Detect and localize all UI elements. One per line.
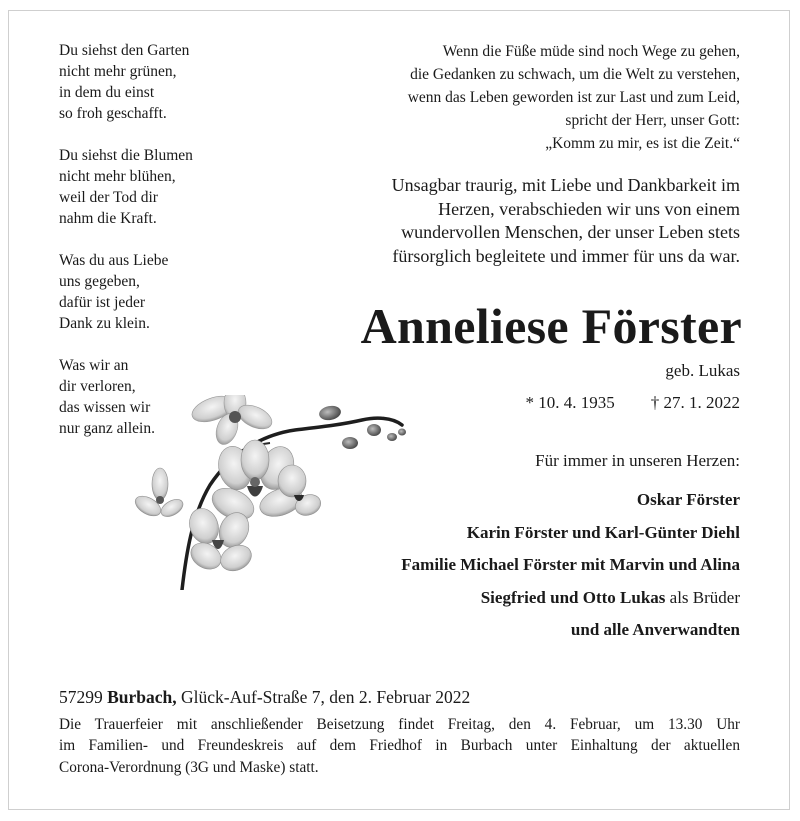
poem-line: nur ganz allein. — [59, 420, 155, 437]
poem-line: Was wir an — [59, 357, 129, 374]
quote-line: „Komm zu mir, es ist die Zeit.“ — [545, 135, 740, 152]
poem-line: so froh geschafft. — [59, 105, 167, 122]
postcode: 57299 — [59, 687, 103, 707]
mourner-name: Karin Förster und Karl-Günter Diehl — [466, 522, 740, 542]
poem-line: Was du aus Liebe — [59, 252, 169, 269]
poem-stanza — [59, 40, 259, 124]
mourner-line — [260, 614, 740, 647]
poem-line: nicht mehr grünen, — [59, 63, 177, 80]
death-date: † 27. 1. 2022 — [650, 393, 740, 412]
mourners-list — [260, 484, 740, 647]
mourner-line — [260, 484, 740, 517]
mourner-name: Siegfried und Otto Lukas — [480, 587, 666, 607]
poem-line: uns gegeben, — [59, 273, 140, 290]
poem-line: weil der Tod dir — [59, 189, 158, 206]
funeral-notice — [59, 714, 740, 778]
poem-line: Du siehst die Blumen — [59, 147, 193, 164]
street-and-date: Glück-Auf-Straße 7, den 2. Februar 2022 — [181, 687, 471, 707]
quote-line: die Gedanken zu schwach, um die Welt zu verstehen, — [410, 66, 740, 83]
funeral-line: Corona-Verordnung (3G und Maske) statt. — [59, 758, 319, 776]
poem-line: Du siehst den Garten — [59, 42, 190, 59]
quote-line: spricht der Herr, unser Gott: — [565, 112, 740, 129]
intro-text — [310, 174, 740, 268]
poem-stanza — [59, 250, 259, 334]
poem-line: nahm die Kraft. — [59, 210, 157, 227]
poem-line: das wissen wir — [59, 399, 151, 416]
mourner-line — [260, 582, 740, 615]
mourner-line — [260, 517, 740, 550]
poem-line: dafür ist jeder — [59, 294, 146, 311]
town: Burbach, — [107, 687, 177, 707]
intro-line: Unsagbar traurig, mit Liebe und Dankbarkeit im — [391, 175, 740, 195]
birth-date: * 10. 4. 1935 — [525, 393, 615, 412]
funeral-line: Die Trauerfeier mit anschließender Beisetzung findet Freitag, den 4. Februar, um 13.30 Uhr — [59, 716, 740, 733]
poem-line: dir verloren, — [59, 378, 136, 395]
mourner-name: Oskar Förster — [636, 490, 740, 509]
maiden-name: geb. Lukas — [665, 361, 740, 380]
intro-line: fürsorglich begleitete und immer für uns da war. — [392, 245, 740, 266]
quote-line: wenn das Leben geworden ist zur Last und zum Leid, — [407, 89, 740, 106]
mourner-name: Familie Michael Förster mit Marvin und Alina — [401, 555, 740, 575]
quote-line: Wenn die Füße müde sind noch Wege zu gehen, — [442, 43, 740, 60]
funeral-line: im Familien- und Freundeskreis auf dem Friedhof in Burbach unter Einhaltung der aktuellen — [59, 737, 740, 755]
poem-line: in dem du einst — [59, 84, 155, 101]
poem-line: nicht mehr blühen, — [59, 168, 176, 185]
bible-quote — [310, 40, 740, 155]
mourner-relation: als Brüder — [665, 587, 740, 607]
address-line — [59, 685, 470, 709]
mourner-name: und alle Anverwandten — [570, 620, 740, 640]
mourner-line — [260, 549, 740, 582]
deceased-name: Anneliese Förster — [360, 298, 742, 354]
intro-line: Herzen, verabschieden wir uns von einem — [438, 198, 740, 219]
intro-line: wundervollen Menschen, der unser Leben stets — [401, 222, 740, 242]
poem-line: Dank zu klein. — [59, 315, 150, 332]
forever-heading: Für immer in unseren Herzen: — [535, 451, 740, 470]
poem-stanza — [59, 145, 259, 229]
life-dates — [526, 391, 741, 415]
